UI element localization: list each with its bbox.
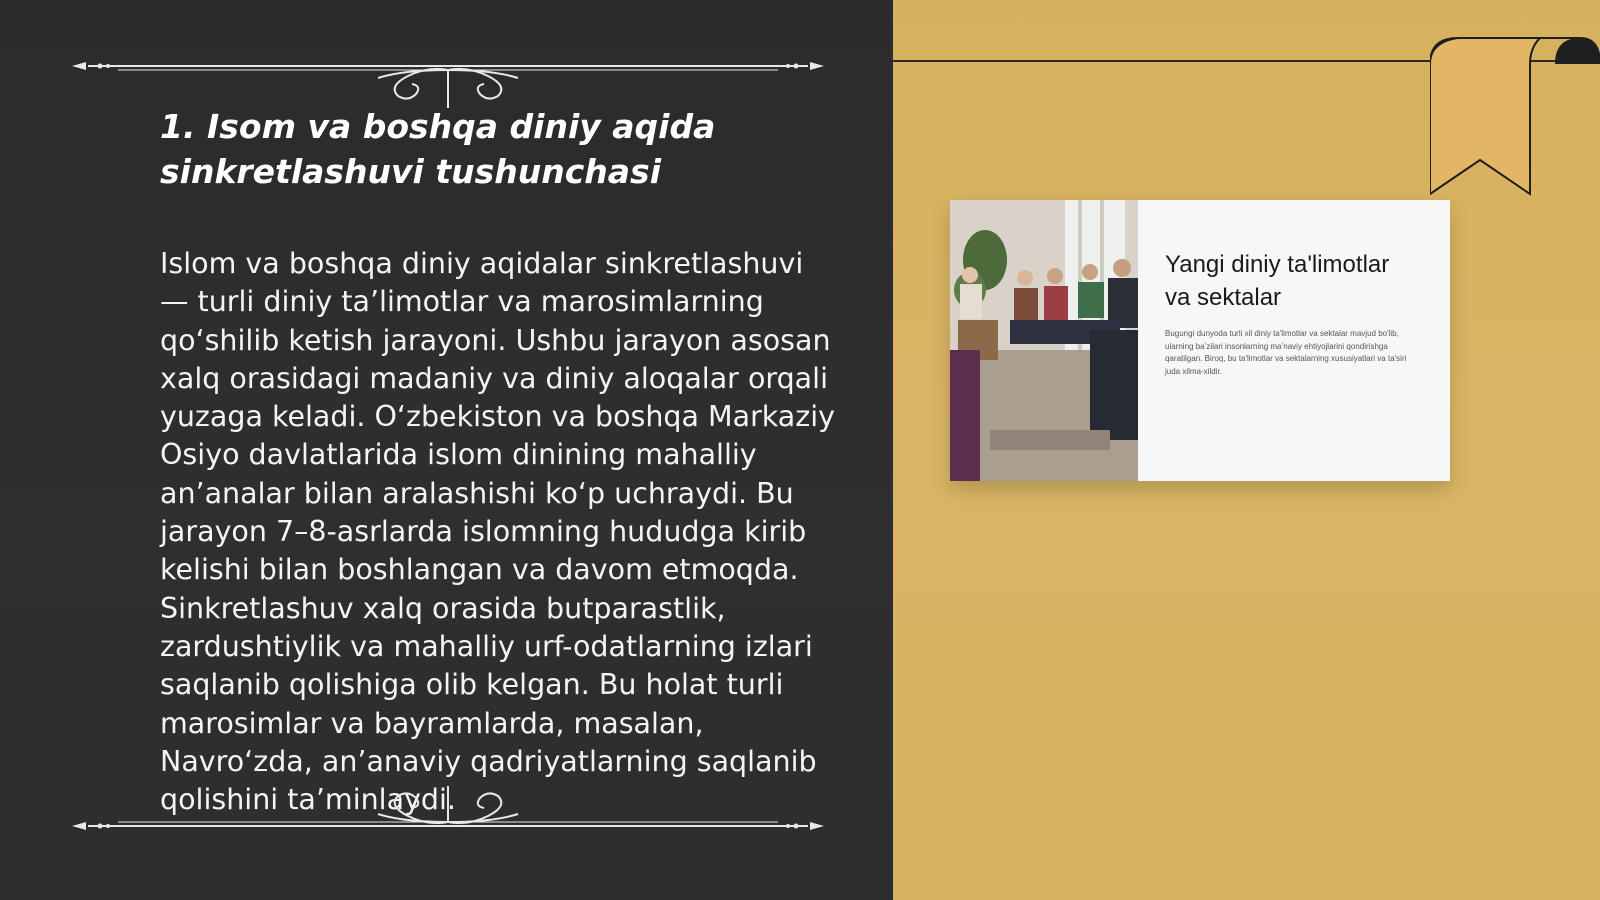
bookmark-ribbon-icon [1430, 34, 1600, 204]
slide-body-text: Islom va boshqa diniy aqidalar sinkretlashuvi — turli diniy ta’limotlar va marosimlarning qo‘shilib ketish jarayoni. Ushbu jarayon asosan xalq orasidagi madaniy va diniy aloqalar orqali yuzaga keladi. O‘zbekiston va boshqa Markaziy Osiyo davlatlarida islom dinining mahalliy an’analar bilan aralashishi ko‘p uchraydi. Bu jarayon 7–8-asrlarda islomning hududga kirib kelishi bilan boshlangan va davom etmoqda. Sinkretlashuv xalq orasida butparastlik, zardushtiylik va mahalliy urf-odatlarning izlari saqlanib qolishiga olib kelgan. Bu holat turli marosimlar va bayramlarda, masalan, Navro‘zda, an’anaviy qadriyatlarning saqlanib qolishini ta’minlaydi. [160, 247, 836, 817]
decorative-ornament-bottom [68, 782, 828, 842]
card-text-area [1138, 200, 1450, 481]
decorative-ornament-top [68, 52, 828, 112]
group-discussion-photo [950, 200, 1138, 481]
card-title: Yangi diniy ta'limotlar va sektalar [1165, 251, 1390, 311]
card-description: Bugungi dunyoda turli xil diniy ta'limotlar va sektalar mavjud bo'lib, ularning baʼzilari insonlarning maʼnaviy ehtiyojlarini qondirishga qaratilgan. Biroq, bu ta'limotlar va sektalarning xususiyatlari va ta'siri juda xilma-xildir. [1165, 329, 1407, 376]
info-card [950, 200, 1450, 481]
slide-title: 1. Isom va boshqa diniy aqida sinkretlashuvi tushunchasi [160, 107, 716, 191]
